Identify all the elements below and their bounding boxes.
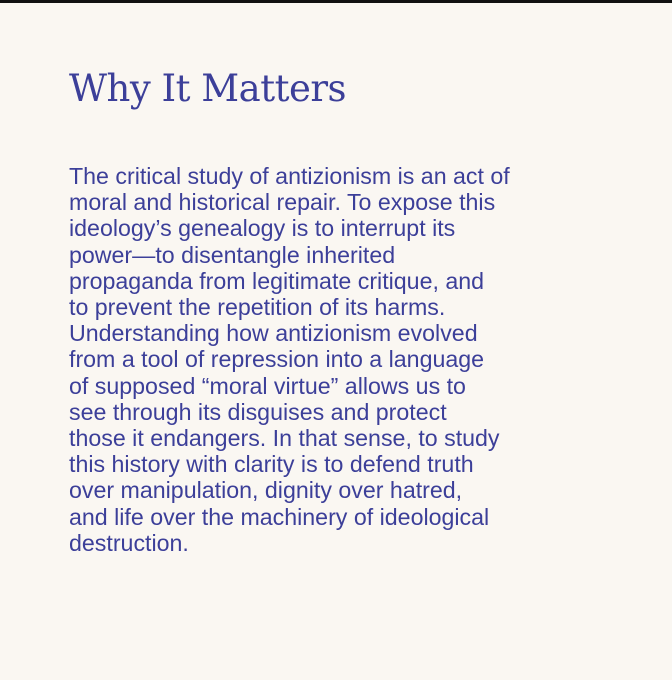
paragraph-line: power—to disentangle inherited [69, 241, 396, 268]
paragraph-line: from a tool of repression into a language [69, 346, 485, 373]
paragraph-line: ideology’s genealogy is to interrupt its [69, 215, 456, 242]
paragraph-line: Understanding how antizionism evolved [69, 320, 478, 347]
paragraph-line: see through its disguises and protect [69, 398, 447, 425]
paragraph-line: The critical study of antizionism is an act of [69, 163, 510, 189]
paragraph-line: destruction. [69, 529, 189, 556]
document-page [0, 3, 672, 680]
body-paragraph [69, 163, 629, 556]
paragraph-line: moral and historical repair. To expose this [69, 189, 496, 216]
paragraph-line: those it endangers. In that sense, to study [69, 425, 500, 452]
paragraph-line: this history with clarity is to defend truth [69, 451, 474, 478]
paragraph-line: over manipulation, dignity over hatred, [69, 477, 463, 504]
paragraph-line: and life over the machinery of ideological [69, 503, 490, 530]
paragraph-line: to prevent the repetition of its harms. [69, 294, 446, 321]
page-title: Why It Matters [69, 67, 347, 110]
paragraph-line: propaganda from legitimate critique, and [69, 267, 485, 294]
paragraph-line: of supposed “moral virtue” allows us to [69, 372, 466, 399]
